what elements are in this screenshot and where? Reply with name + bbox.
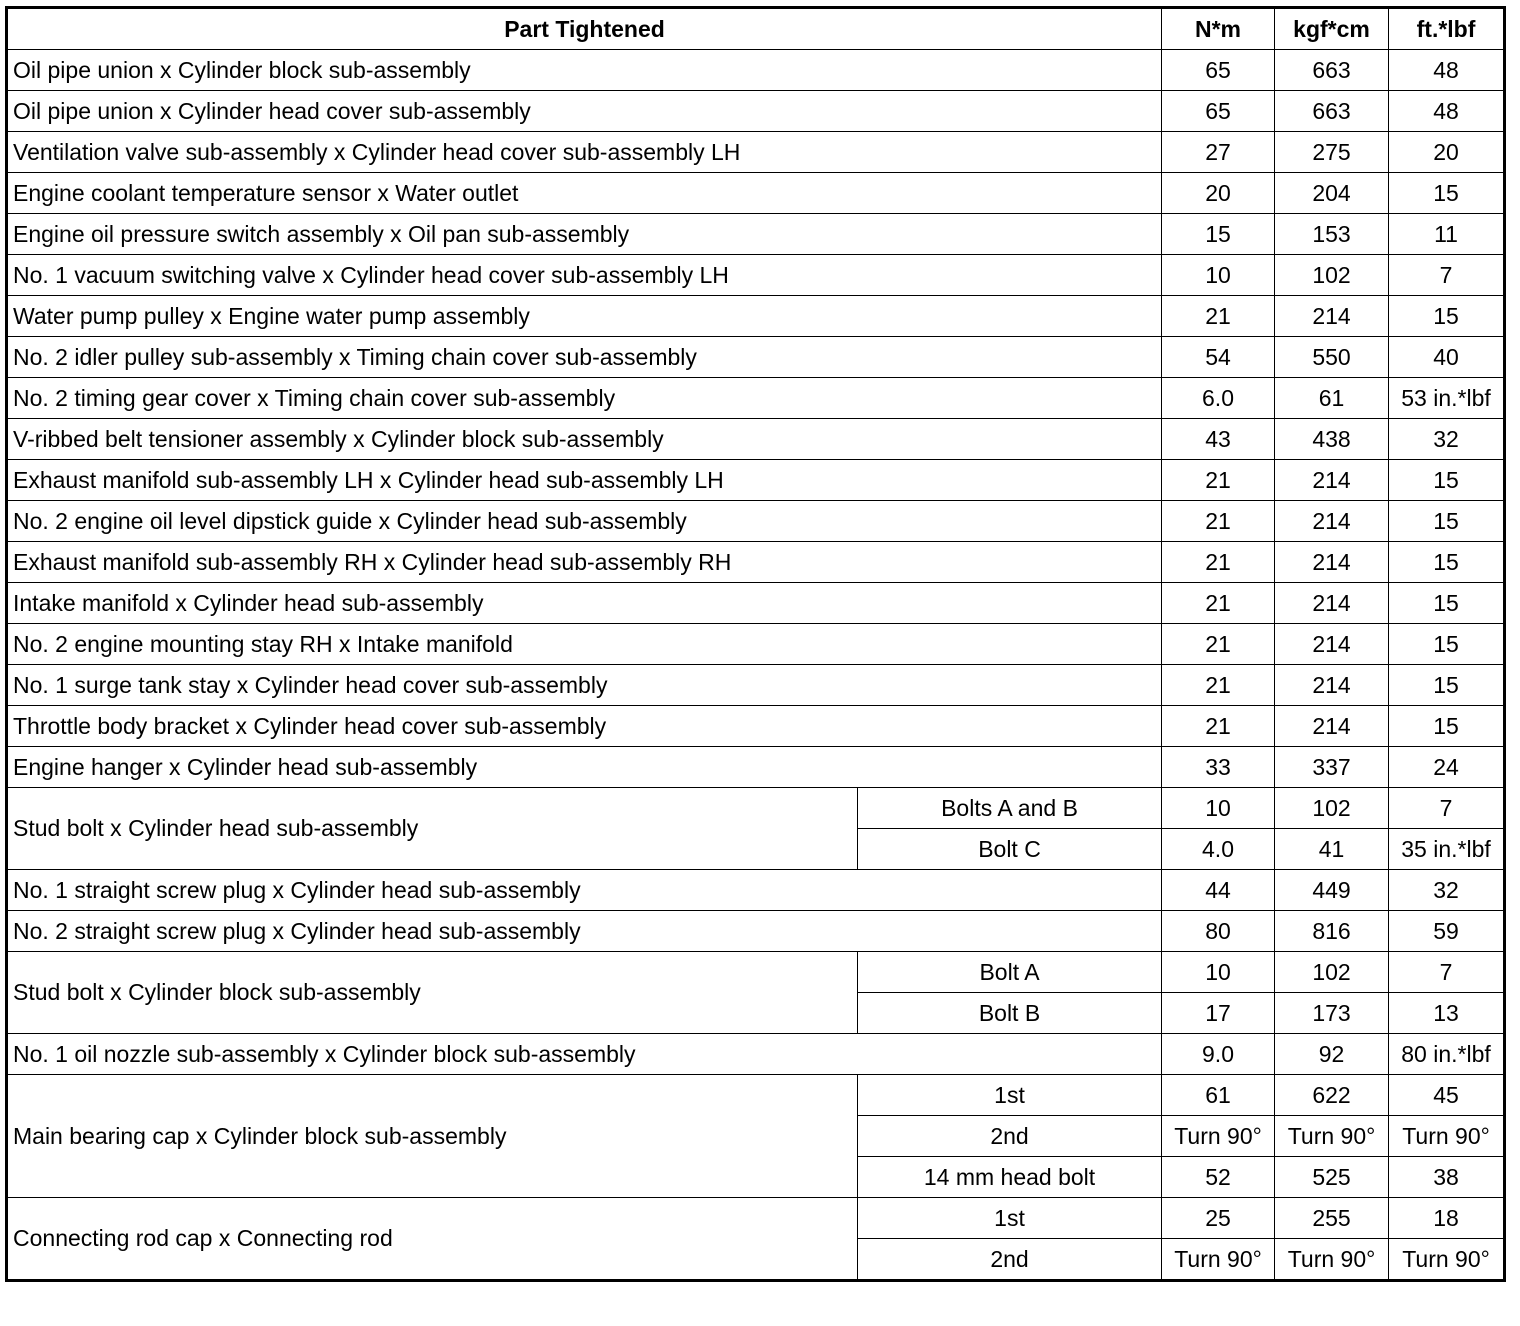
nm-cell: 21 <box>1162 665 1275 706</box>
table-row <box>7 255 1505 296</box>
ftlbf-cell: 15 <box>1389 665 1505 706</box>
part-cell: No. 1 straight screw plug x Cylinder head sub-assembly <box>7 870 1162 911</box>
sub-label-cell: Bolt B <box>858 993 1162 1034</box>
part-cell: No. 1 surge tank stay x Cylinder head cover sub-assembly <box>7 665 1162 706</box>
table-row <box>7 1198 1505 1239</box>
ftlbf-cell: 7 <box>1389 952 1505 993</box>
sub-label-cell: 2nd <box>858 1239 1162 1281</box>
kgfcm-cell: 214 <box>1275 542 1389 583</box>
kgfcm-cell: 214 <box>1275 665 1389 706</box>
ftlbf-cell: 38 <box>1389 1157 1505 1198</box>
kgfcm-cell: 92 <box>1275 1034 1389 1075</box>
kgfcm-cell: 214 <box>1275 296 1389 337</box>
nm-cell: 33 <box>1162 747 1275 788</box>
ftlbf-cell: 40 <box>1389 337 1505 378</box>
kgfcm-cell: 214 <box>1275 583 1389 624</box>
ftlbf-cell: 32 <box>1389 419 1505 460</box>
header-row <box>7 8 1505 50</box>
part-cell: Throttle body bracket x Cylinder head cover sub-assembly <box>7 706 1162 747</box>
kgfcm-cell: 816 <box>1275 911 1389 952</box>
part-cell: Stud bolt x Cylinder block sub-assembly <box>7 952 858 1034</box>
kgfcm-cell: 550 <box>1275 337 1389 378</box>
table-row <box>7 214 1505 255</box>
kgfcm-cell: 214 <box>1275 501 1389 542</box>
part-cell: No. 1 oil nozzle sub-assembly x Cylinder block sub-assembly <box>7 1034 1162 1075</box>
torque-spec-table <box>5 6 1506 1282</box>
table-row <box>7 788 1505 829</box>
ftlbf-cell: 7 <box>1389 255 1505 296</box>
nm-cell: Turn 90° <box>1162 1116 1275 1157</box>
part-cell: No. 2 idler pulley sub-assembly x Timing chain cover sub-assembly <box>7 337 1162 378</box>
ftlbf-cell: 11 <box>1389 214 1505 255</box>
table-row <box>7 337 1505 378</box>
sub-label-cell: Bolt C <box>858 829 1162 870</box>
header-kgfcm: kgf*cm <box>1275 8 1389 50</box>
table-row <box>7 624 1505 665</box>
nm-cell: 43 <box>1162 419 1275 460</box>
nm-cell: 10 <box>1162 788 1275 829</box>
nm-cell: 4.0 <box>1162 829 1275 870</box>
ftlbf-cell: 48 <box>1389 50 1505 91</box>
table-row <box>7 501 1505 542</box>
table-row <box>7 747 1505 788</box>
ftlbf-cell: Turn 90° <box>1389 1239 1505 1281</box>
kgfcm-cell: 153 <box>1275 214 1389 255</box>
header-ftlbf: ft.*lbf <box>1389 8 1505 50</box>
sub-label-cell: 1st <box>858 1075 1162 1116</box>
kgfcm-cell: 102 <box>1275 788 1389 829</box>
part-cell: No. 1 vacuum switching valve x Cylinder head cover sub-assembly LH <box>7 255 1162 296</box>
nm-cell: Turn 90° <box>1162 1239 1275 1281</box>
nm-cell: 54 <box>1162 337 1275 378</box>
header-part-tightened: Part Tightened <box>7 8 1162 50</box>
part-cell: Engine oil pressure switch assembly x Oil pan sub-assembly <box>7 214 1162 255</box>
ftlbf-cell: 13 <box>1389 993 1505 1034</box>
kgfcm-cell: 214 <box>1275 706 1389 747</box>
table-row <box>7 706 1505 747</box>
nm-cell: 21 <box>1162 460 1275 501</box>
table-row <box>7 460 1505 501</box>
part-cell: Engine coolant temperature sensor x Water outlet <box>7 173 1162 214</box>
kgfcm-cell: 663 <box>1275 50 1389 91</box>
table-row <box>7 173 1505 214</box>
table-row <box>7 665 1505 706</box>
nm-cell: 21 <box>1162 542 1275 583</box>
part-cell: V-ribbed belt tensioner assembly x Cylinder block sub-assembly <box>7 419 1162 460</box>
table-row <box>7 378 1505 419</box>
sub-label-cell: 14 mm head bolt <box>858 1157 1162 1198</box>
part-cell: No. 2 engine oil level dipstick guide x Cylinder head sub-assembly <box>7 501 1162 542</box>
kgfcm-cell: Turn 90° <box>1275 1239 1389 1281</box>
table-body <box>7 50 1505 1281</box>
ftlbf-cell: 59 <box>1389 911 1505 952</box>
nm-cell: 27 <box>1162 132 1275 173</box>
kgfcm-cell: 275 <box>1275 132 1389 173</box>
nm-cell: 21 <box>1162 501 1275 542</box>
ftlbf-cell: 20 <box>1389 132 1505 173</box>
nm-cell: 21 <box>1162 583 1275 624</box>
sub-label-cell: Bolt A <box>858 952 1162 993</box>
sub-label-cell: Bolts A and B <box>858 788 1162 829</box>
part-cell: Ventilation valve sub-assembly x Cylinder head cover sub-assembly LH <box>7 132 1162 173</box>
nm-cell: 17 <box>1162 993 1275 1034</box>
part-cell: Oil pipe union x Cylinder head cover sub-assembly <box>7 91 1162 132</box>
nm-cell: 44 <box>1162 870 1275 911</box>
nm-cell: 21 <box>1162 624 1275 665</box>
nm-cell: 15 <box>1162 214 1275 255</box>
kgfcm-cell: 449 <box>1275 870 1389 911</box>
part-cell: Main bearing cap x Cylinder block sub-assembly <box>7 1075 858 1198</box>
table-row <box>7 542 1505 583</box>
kgfcm-cell: Turn 90° <box>1275 1116 1389 1157</box>
table-row <box>7 50 1505 91</box>
table-row <box>7 583 1505 624</box>
nm-cell: 9.0 <box>1162 1034 1275 1075</box>
nm-cell: 21 <box>1162 706 1275 747</box>
table-row <box>7 1075 1505 1116</box>
part-cell: No. 2 straight screw plug x Cylinder head sub-assembly <box>7 911 1162 952</box>
kgfcm-cell: 102 <box>1275 255 1389 296</box>
ftlbf-cell: 48 <box>1389 91 1505 132</box>
ftlbf-cell: 15 <box>1389 542 1505 583</box>
kgfcm-cell: 214 <box>1275 624 1389 665</box>
nm-cell: 25 <box>1162 1198 1275 1239</box>
kgfcm-cell: 214 <box>1275 460 1389 501</box>
table-row <box>7 1034 1505 1075</box>
nm-cell: 10 <box>1162 255 1275 296</box>
table-row <box>7 296 1505 337</box>
ftlbf-cell: 15 <box>1389 706 1505 747</box>
ftlbf-cell: 15 <box>1389 296 1505 337</box>
nm-cell: 65 <box>1162 50 1275 91</box>
kgfcm-cell: 622 <box>1275 1075 1389 1116</box>
part-cell: Stud bolt x Cylinder head sub-assembly <box>7 788 858 870</box>
part-cell: Exhaust manifold sub-assembly RH x Cylinder head sub-assembly RH <box>7 542 1162 583</box>
ftlbf-cell: 7 <box>1389 788 1505 829</box>
nm-cell: 80 <box>1162 911 1275 952</box>
part-cell: No. 2 engine mounting stay RH x Intake manifold <box>7 624 1162 665</box>
table-row <box>7 952 1505 993</box>
kgfcm-cell: 61 <box>1275 378 1389 419</box>
part-cell: Engine hanger x Cylinder head sub-assembly <box>7 747 1162 788</box>
table-row <box>7 419 1505 460</box>
sub-label-cell: 2nd <box>858 1116 1162 1157</box>
header-nm: N*m <box>1162 8 1275 50</box>
ftlbf-cell: 80 in.*lbf <box>1389 1034 1505 1075</box>
ftlbf-cell: 15 <box>1389 173 1505 214</box>
ftlbf-cell: 53 in.*lbf <box>1389 378 1505 419</box>
ftlbf-cell: 24 <box>1389 747 1505 788</box>
ftlbf-cell: 15 <box>1389 583 1505 624</box>
kgfcm-cell: 337 <box>1275 747 1389 788</box>
part-cell: Water pump pulley x Engine water pump assembly <box>7 296 1162 337</box>
table-row <box>7 91 1505 132</box>
nm-cell: 20 <box>1162 173 1275 214</box>
sub-label-cell: 1st <box>858 1198 1162 1239</box>
table-row <box>7 132 1505 173</box>
nm-cell: 6.0 <box>1162 378 1275 419</box>
nm-cell: 65 <box>1162 91 1275 132</box>
ftlbf-cell: Turn 90° <box>1389 1116 1505 1157</box>
nm-cell: 61 <box>1162 1075 1275 1116</box>
part-cell: Oil pipe union x Cylinder block sub-assembly <box>7 50 1162 91</box>
kgfcm-cell: 41 <box>1275 829 1389 870</box>
kgfcm-cell: 663 <box>1275 91 1389 132</box>
part-cell: No. 2 timing gear cover x Timing chain cover sub-assembly <box>7 378 1162 419</box>
nm-cell: 10 <box>1162 952 1275 993</box>
part-cell: Intake manifold x Cylinder head sub-assembly <box>7 583 1162 624</box>
part-cell: Exhaust manifold sub-assembly LH x Cylinder head sub-assembly LH <box>7 460 1162 501</box>
ftlbf-cell: 15 <box>1389 624 1505 665</box>
ftlbf-cell: 18 <box>1389 1198 1505 1239</box>
kgfcm-cell: 173 <box>1275 993 1389 1034</box>
ftlbf-cell: 35 in.*lbf <box>1389 829 1505 870</box>
kgfcm-cell: 204 <box>1275 173 1389 214</box>
part-cell: Connecting rod cap x Connecting rod <box>7 1198 858 1281</box>
nm-cell: 52 <box>1162 1157 1275 1198</box>
table-row <box>7 911 1505 952</box>
nm-cell: 21 <box>1162 296 1275 337</box>
kgfcm-cell: 102 <box>1275 952 1389 993</box>
table-row <box>7 870 1505 911</box>
ftlbf-cell: 45 <box>1389 1075 1505 1116</box>
ftlbf-cell: 15 <box>1389 501 1505 542</box>
kgfcm-cell: 255 <box>1275 1198 1389 1239</box>
kgfcm-cell: 438 <box>1275 419 1389 460</box>
kgfcm-cell: 525 <box>1275 1157 1389 1198</box>
ftlbf-cell: 15 <box>1389 460 1505 501</box>
ftlbf-cell: 32 <box>1389 870 1505 911</box>
